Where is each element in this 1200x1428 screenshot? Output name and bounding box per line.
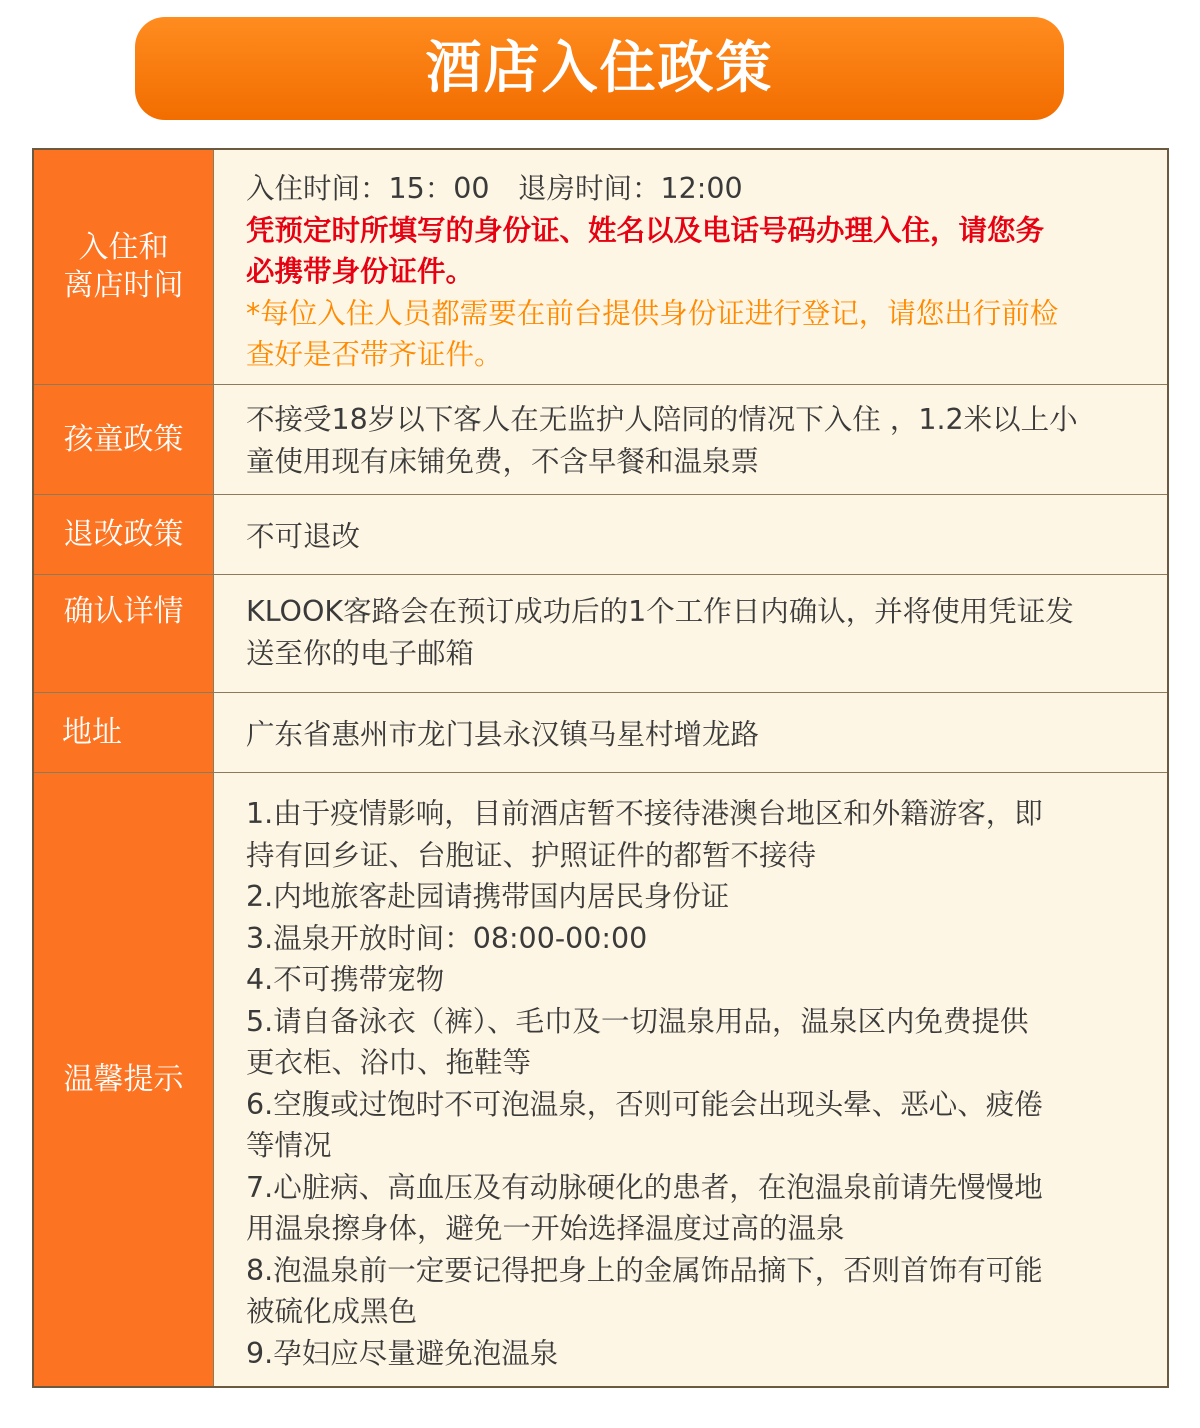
tip-line: 3.温泉开放时间：08:00-00:00 xyxy=(246,921,648,955)
content-address xyxy=(214,693,1167,772)
content-checkin-checkout xyxy=(214,150,1167,384)
tip-line: 8.泡温泉前一定要记得把身上的金属饰品摘下，否则首饰有可能 xyxy=(246,1253,1043,1287)
tip-line: 等情况 xyxy=(246,1129,332,1162)
label-line: 离店时间 xyxy=(63,268,184,303)
label-checkin-checkout xyxy=(34,150,214,384)
tip-line: 持有回乡证、台胞证、护照证件的都暂不接待 xyxy=(246,838,817,872)
label-line: 入住和 xyxy=(78,230,169,265)
children-policy-text: 不接受18岁以下客人在无监护人陪同的情况下入住 ，1.2米以上小 xyxy=(246,403,1078,436)
id-notice-text: 凭预定时所填写的身份证、姓名以及电话号码办理入住，请您务 xyxy=(246,213,1045,247)
row-refund-policy xyxy=(34,494,1167,574)
title-banner xyxy=(135,17,1064,120)
registration-notice-text: 查好是否带齐证件。 xyxy=(246,338,503,371)
tip-line: 1.由于疫情影响，目前酒店暂不接待港澳台地区和外籍游客，即 xyxy=(246,797,1043,830)
label-refund-policy: 退改政策 xyxy=(34,495,214,574)
content-confirmation-details xyxy=(214,575,1167,692)
id-notice-text: 必携带身份证件。 xyxy=(246,255,475,288)
confirmation-text: KLOOK客路会在预订成功后的1个工作日内确认，并将使用凭证发 xyxy=(246,595,1074,628)
refund-policy-text: 不可退改 xyxy=(246,519,361,553)
tip-line: 4.不可携带宠物 xyxy=(246,963,445,996)
tip-line: 用温泉擦身体，避免一开始选择温度过高的温泉 xyxy=(246,1212,845,1245)
content-tips xyxy=(214,773,1167,1386)
address-text: 广东省惠州市龙门县永汉镇马星村增龙路 xyxy=(246,717,760,751)
label-confirmation-details: 确认详情 xyxy=(34,575,214,692)
content-children-policy xyxy=(214,385,1167,494)
confirmation-text: 送至你的电子邮箱 xyxy=(246,636,475,670)
tip-line: 7.心脏病、高血压及有动脉硬化的患者，在泡温泉前请先慢慢地 xyxy=(246,1170,1043,1204)
label-children-policy: 孩童政策 xyxy=(34,385,214,494)
tip-line: 2.内地旅客赴园请携带国内居民身份证 xyxy=(246,880,730,913)
policy-table xyxy=(32,148,1169,1388)
children-policy-text: 童使用现有床铺免费，不含早餐和温泉票 xyxy=(246,444,760,478)
row-confirmation-details xyxy=(34,574,1167,692)
page-title: 酒店入住政策 xyxy=(425,35,774,101)
registration-notice-text: *每位入住人员都需要在前台提供身份证进行登记，请您出行前检 xyxy=(246,296,1059,330)
label-tips: 温馨提示 xyxy=(34,773,214,1386)
tip-line: 9.孕妇应尽量避免泡温泉 xyxy=(246,1336,559,1370)
content-refund-policy xyxy=(214,495,1167,574)
tip-line: 5.请自备泳衣（裤）、毛巾及一切温泉用品，温泉区内免费提供 xyxy=(246,1004,1029,1038)
tip-line: 更衣柜、浴巾、拖鞋等 xyxy=(246,1046,532,1079)
row-address xyxy=(34,692,1167,772)
tip-line: 6.空腹或过饱时不可泡温泉，否则可能会出现头晕、恶心、疲倦 xyxy=(246,1087,1043,1121)
checkin-time-text: 入住时间：15：00 退房时间：12:00 xyxy=(246,172,743,205)
row-children-policy xyxy=(34,384,1167,494)
row-checkin-checkout xyxy=(34,150,1167,384)
label-address: 地址 xyxy=(34,693,214,772)
tip-line: 被硫化成黑色 xyxy=(246,1295,418,1328)
row-tips xyxy=(34,772,1167,1386)
